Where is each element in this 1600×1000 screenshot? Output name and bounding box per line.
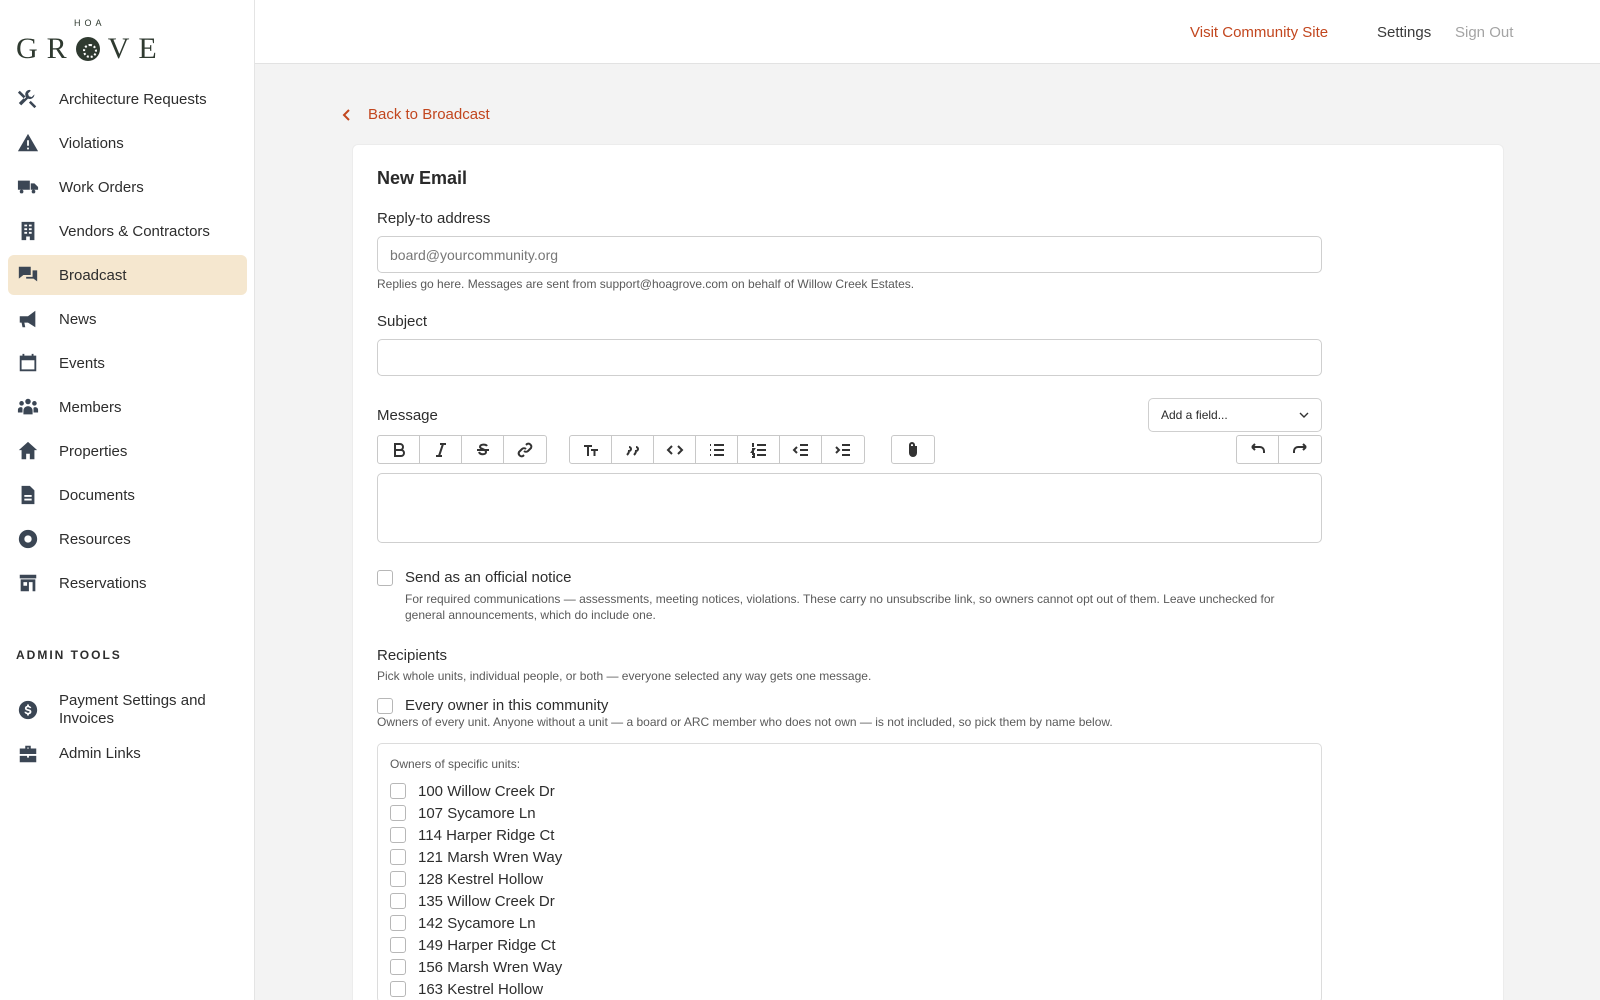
undo-button[interactable] bbox=[1237, 436, 1279, 463]
sidebar-item-label: News bbox=[59, 310, 97, 328]
people-icon bbox=[16, 395, 40, 419]
logo-text-left: GR bbox=[16, 32, 76, 65]
sidebar-item-label: Admin Links bbox=[59, 745, 141, 762]
house-icon bbox=[16, 439, 40, 463]
list-item[interactable] bbox=[390, 891, 555, 911]
link-icon bbox=[516, 441, 534, 459]
chevron-left-icon bbox=[340, 108, 354, 122]
official-notice-label[interactable]: Send as an official notice bbox=[405, 569, 572, 586]
settings-link[interactable]: Settings bbox=[1377, 24, 1432, 41]
sign-out-link[interactable]: Sign Out bbox=[1455, 24, 1514, 41]
briefcase-icon bbox=[16, 742, 40, 766]
unit-checkbox[interactable] bbox=[390, 915, 406, 931]
add-field-select[interactable] bbox=[1148, 398, 1322, 432]
sidebar-item-label: Architecture Requests bbox=[59, 90, 207, 108]
list-item[interactable] bbox=[390, 869, 543, 889]
truck-icon bbox=[16, 175, 40, 199]
unit-label: 114 Harper Ridge Ct bbox=[418, 826, 555, 844]
list-item[interactable] bbox=[390, 803, 536, 823]
sidebar-item-label: Payment Settings and Invoices bbox=[59, 692, 206, 727]
list-item[interactable] bbox=[390, 935, 556, 955]
wreath-icon bbox=[76, 37, 100, 61]
unit-checkbox[interactable] bbox=[390, 893, 406, 909]
sidebar-item-label: Documents bbox=[59, 486, 135, 504]
new-email-card bbox=[352, 144, 1504, 1000]
indent-icon bbox=[834, 441, 852, 459]
unit-checkbox[interactable] bbox=[390, 937, 406, 953]
official-notice-help: For required communications — assessments, meeting notices, violations. These carry no unsubscribe link, so owners cannot opt out of them. Leave unchecked for general announcements, which do include one. bbox=[405, 592, 1275, 622]
sidebar-item-architecture-requests[interactable] bbox=[8, 79, 247, 119]
document-icon bbox=[16, 483, 40, 507]
reply-to-input[interactable] bbox=[377, 236, 1322, 273]
subject-label: Subject bbox=[377, 313, 428, 330]
sidebar-item-reservations[interactable] bbox=[8, 563, 247, 603]
unit-label: 142 Sycamore Ln bbox=[418, 914, 536, 932]
visit-community-site-link[interactable]: Visit Community Site bbox=[1190, 24, 1329, 41]
unit-checkbox[interactable] bbox=[390, 849, 406, 865]
calendar-icon bbox=[16, 351, 40, 375]
sidebar-item-label: Vendors & Contractors bbox=[59, 222, 210, 240]
sidebar-item-resources[interactable] bbox=[8, 519, 247, 559]
code-button[interactable] bbox=[654, 436, 696, 463]
quote-button[interactable] bbox=[612, 436, 654, 463]
sidebar-item-work-orders[interactable] bbox=[8, 167, 247, 207]
sidebar-item-events[interactable] bbox=[8, 343, 247, 383]
list-item[interactable] bbox=[390, 847, 562, 867]
recipients-label: Recipients bbox=[377, 647, 448, 664]
attach-file-button[interactable] bbox=[892, 436, 934, 463]
every-owner-label[interactable]: Every owner in this community bbox=[405, 697, 609, 714]
sidebar-item-label: Broadcast bbox=[59, 266, 127, 284]
code-icon bbox=[666, 441, 684, 459]
subject-input[interactable] bbox=[377, 339, 1322, 376]
undo-icon bbox=[1249, 441, 1267, 459]
outdent-icon bbox=[792, 441, 810, 459]
page-title: New Email bbox=[377, 168, 468, 188]
unit-checkbox[interactable] bbox=[390, 981, 406, 997]
numbered-list-icon bbox=[750, 441, 768, 459]
megaphone-icon bbox=[16, 307, 40, 331]
building-icon bbox=[16, 219, 40, 243]
every-owner-checkbox[interactable] bbox=[377, 698, 393, 714]
sidebar-item-documents[interactable] bbox=[8, 475, 247, 515]
outdent-button[interactable] bbox=[780, 436, 822, 463]
italic-icon bbox=[432, 441, 450, 459]
sidebar-item-members[interactable] bbox=[8, 387, 247, 427]
add-field-value: Add a field... bbox=[1161, 408, 1228, 422]
bold-button[interactable] bbox=[378, 436, 420, 463]
main-nav bbox=[8, 79, 247, 607]
sidebar-item-broadcast[interactable] bbox=[8, 255, 247, 295]
official-notice-checkbox[interactable] bbox=[377, 570, 393, 586]
message-label: Message bbox=[377, 407, 438, 424]
heading-button[interactable] bbox=[570, 436, 612, 463]
link-button[interactable] bbox=[504, 436, 546, 463]
sidebar bbox=[0, 0, 255, 1000]
warning-icon bbox=[16, 131, 40, 155]
bold-icon bbox=[390, 441, 408, 459]
admin-nav bbox=[8, 690, 247, 778]
sidebar-item-violations[interactable] bbox=[8, 123, 247, 163]
quote-icon bbox=[624, 441, 642, 459]
unit-checkbox[interactable] bbox=[390, 783, 406, 799]
sidebar-item-properties[interactable] bbox=[8, 431, 247, 471]
unit-checkbox[interactable] bbox=[390, 827, 406, 843]
unit-label: 135 Willow Creek Dr bbox=[418, 892, 555, 910]
sidebar-item-news[interactable] bbox=[8, 299, 247, 339]
lifebuoy-icon bbox=[16, 527, 40, 551]
logo-text-right: VE bbox=[107, 32, 166, 65]
tools-icon bbox=[16, 87, 40, 111]
format-toolbar-history bbox=[1236, 435, 1322, 464]
paperclip-icon bbox=[904, 441, 922, 459]
admin-tools-heading: ADMIN TOOLS bbox=[16, 648, 122, 662]
sidebar-item-payment-settings[interactable] bbox=[8, 690, 247, 730]
strikethrough-icon bbox=[474, 441, 492, 459]
logo-hoa-text: HOA bbox=[74, 18, 106, 28]
strikethrough-button[interactable] bbox=[462, 436, 504, 463]
unit-label: 156 Marsh Wren Way bbox=[418, 958, 563, 976]
store-icon bbox=[16, 571, 40, 595]
format-toolbar-attach bbox=[891, 435, 935, 464]
list-item[interactable] bbox=[390, 781, 555, 801]
sidebar-item-label: Members bbox=[59, 398, 122, 416]
back-link-label: Back to Broadcast bbox=[368, 106, 490, 123]
chat-icon bbox=[16, 263, 40, 287]
redo-icon bbox=[1291, 441, 1309, 459]
top-bar bbox=[255, 0, 1600, 64]
unit-checkbox[interactable] bbox=[390, 871, 406, 887]
dollar-icon bbox=[16, 698, 40, 722]
every-owner-help: Owners of every unit. Anyone without a unit — a board or ARC member who does not own — is not included, so pick them by name below. bbox=[377, 715, 1113, 729]
format-toolbar-text bbox=[377, 435, 547, 464]
unit-label: 107 Sycamore Ln bbox=[418, 804, 536, 822]
bullet-list-button[interactable] bbox=[696, 436, 738, 463]
unit-label: 128 Kestrel Hollow bbox=[418, 870, 544, 888]
unit-label: 121 Marsh Wren Way bbox=[418, 848, 563, 866]
redo-button[interactable] bbox=[1279, 436, 1321, 463]
unit-checkbox[interactable] bbox=[390, 959, 406, 975]
format-toolbar-block bbox=[569, 435, 865, 464]
heading-icon bbox=[582, 441, 600, 459]
sidebar-item-label: Reservations bbox=[59, 574, 147, 592]
recipients-help: Pick whole units, individual people, or both — everyone selected any way gets one message. bbox=[377, 669, 872, 683]
chevron-down-icon bbox=[1299, 410, 1309, 420]
sidebar-item-vendors-contractors[interactable] bbox=[8, 211, 247, 251]
sidebar-item-label: Properties bbox=[59, 442, 128, 460]
bullet-list-icon bbox=[708, 441, 726, 459]
hoa-grove-logo[interactable] bbox=[16, 18, 166, 65]
units-list-box bbox=[377, 743, 1322, 1000]
unit-label: 100 Willow Creek Dr bbox=[418, 782, 555, 800]
message-editor[interactable] bbox=[377, 473, 1322, 543]
sidebar-item-admin-links[interactable] bbox=[8, 734, 247, 774]
italic-button[interactable] bbox=[420, 436, 462, 463]
logo-grove-text bbox=[16, 32, 166, 66]
list-item[interactable] bbox=[390, 979, 543, 999]
list-item[interactable] bbox=[390, 957, 562, 977]
sidebar-item-label: Resources bbox=[59, 530, 131, 548]
reply-to-label: Reply-to address bbox=[377, 210, 491, 227]
list-item[interactable] bbox=[390, 913, 536, 933]
sidebar-item-label: Events bbox=[59, 354, 105, 372]
numbered-list-button[interactable] bbox=[738, 436, 780, 463]
back-to-broadcast-link[interactable] bbox=[340, 106, 490, 123]
indent-button[interactable] bbox=[822, 436, 864, 463]
sidebar-item-label: Violations bbox=[59, 134, 124, 152]
reply-to-help: Replies go here. Messages are sent from support@hoagrove.com on behalf of Willow Creek Estates. bbox=[377, 277, 915, 291]
sidebar-item-label: Work Orders bbox=[59, 178, 144, 196]
unit-label: 149 Harper Ridge Ct bbox=[418, 936, 556, 954]
unit-checkbox[interactable] bbox=[390, 805, 406, 821]
units-title: Owners of specific units: bbox=[390, 757, 521, 771]
list-item[interactable] bbox=[390, 825, 554, 845]
unit-label: 163 Kestrel Hollow bbox=[418, 980, 544, 998]
